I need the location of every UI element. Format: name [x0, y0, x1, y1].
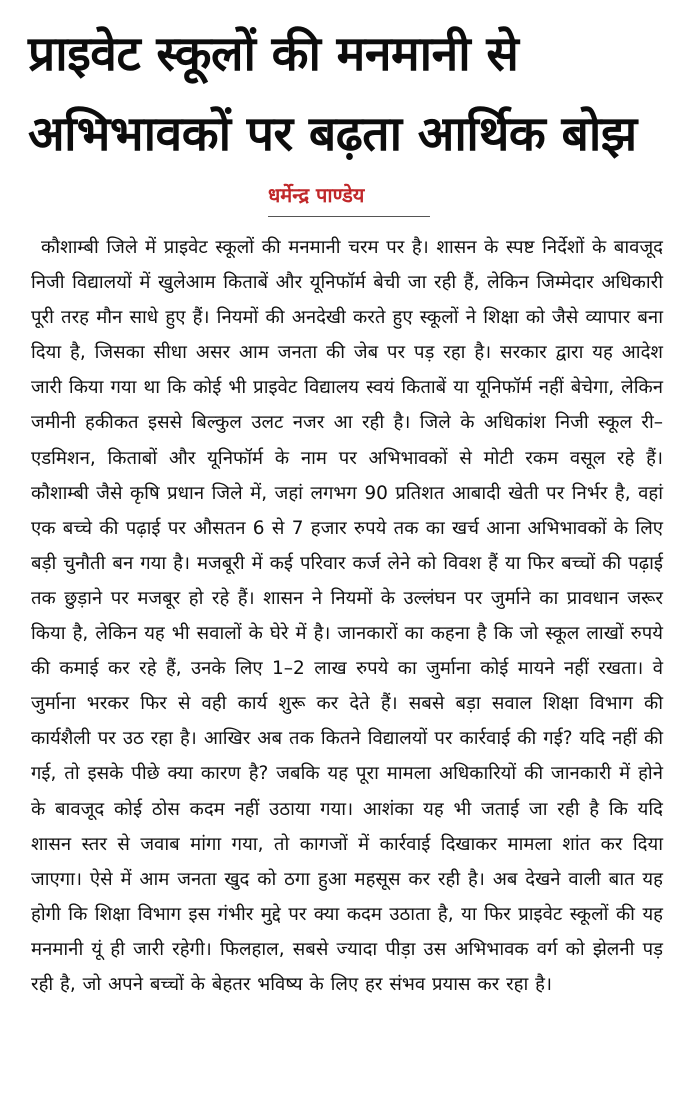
byline-rule: [268, 178, 430, 217]
article-headline: प्राइवेट स्कूलों की मनमानी से अभिभावकों पर बढ़ता आर्थिक बोझ: [28, 26, 637, 162]
article-body: कौशाम्बी जिले में प्राइवेट स्कूलों की मनमानी चरम पर है। शासन के स्पष्ट निर्देशों के बावजूद निजी विद्यालयों में खुलेआम किताबें और यूनिफॉर्म बेची जा रही हैं, लेकिन जिम्मेदार अधिकारी पूरी तरह मौन साधे हुए हैं। नियमों की अनदेखी करते हुए स्कूलों ने शिक्षा को जैसे व्यापार बना दिया है, जिसका सीधा असर आम जनता की जेब पर पड़ रहा है। सरकार द्वारा यह आदेश जारी किया गया था कि कोई भी प्राइवेट विद्यालय स्वयं किताबें या यूनिफॉर्म नहीं बेचेगा, लेकिन जमीनी हकीकत इससे बिल्कुल उलट नजर आ रही है। जिले के अधिकांश निजी स्कूल री–एडमिशन, किताबों और यूनिफॉर्म के नाम पर अभिभावकों से मोटी रकम वसूल रहे हैं। कौशाम्बी जैसे कृषि प्रधान जिले में, जहां लगभग 90 प्रतिशत आबादी खेती पर निर्भर है, वहां एक बच्चे की पढ़ाई पर औसतन 6 से 7 हजार रुपये तक का खर्च आना अभिभावकों के लिए बड़ी चुनौती बन गया है। मजबूरी में कई परिवार कर्ज लेने को विवश हैं या फिर बच्चों की पढ़ाई तक छुड़ाने पर मजबूर हो रहे हैं। शासन ने नियमों के उल्लंघन पर जुर्माने का प्रावधान जरूर किया है, लेकिन यह भी सवालों के घेरे में है। जानकारों का कहना है कि जो स्कूल लाखों रुपये की कमाई कर रहे हैं, उनके लिए 1–2 लाख रुपये का जुर्माना कोई मायने नहीं रखता। वे जुर्माना भरकर फिर से वही कार्य शुरू कर देते हैं। सबसे बड़ा सवाल शिक्षा विभाग की कार्यशैली पर उठ रहा है। आखिर अब तक कितने विद्यालयों पर कार्रवाई की गई? यदि नहीं की गई, तो इसके पीछे क्या कारण है? जबकि यह पूरा मामला अधिकारियों की जानकारी में होने के बावजूद कोई ठोस कदम नहीं उठाया गया। आशंका यह भी जताई जा रही है कि यदि शासन स्तर से जवाब मांगा गया, तो कागजों में कार्रवाई दिखाकर मामला शांत कर दिया जाएगा। ऐसे में आम जनता खुद को ठगा हुआ महसूस कर रही है। अब देखने वाली बात यह होगी कि शिक्षा विभाग इस गंभीर मुद्दे पर क्या कदम उठाता है, या फिर प्राइवेट स्कूलों की यह मनमानी यूं ही जारी रहेगी। फिलहाल, सबसे ज्यादा पीड़ा उस अभिभावक वर्ग को झेलनी पड़ रही है, जो अपने बच्चों के बेहतर भविष्य के लिए हर संभव प्रयास कर रहा है।: [31, 237, 663, 995]
article-byline: धर्मेन्द्र पाण्डेय: [268, 183, 365, 207]
